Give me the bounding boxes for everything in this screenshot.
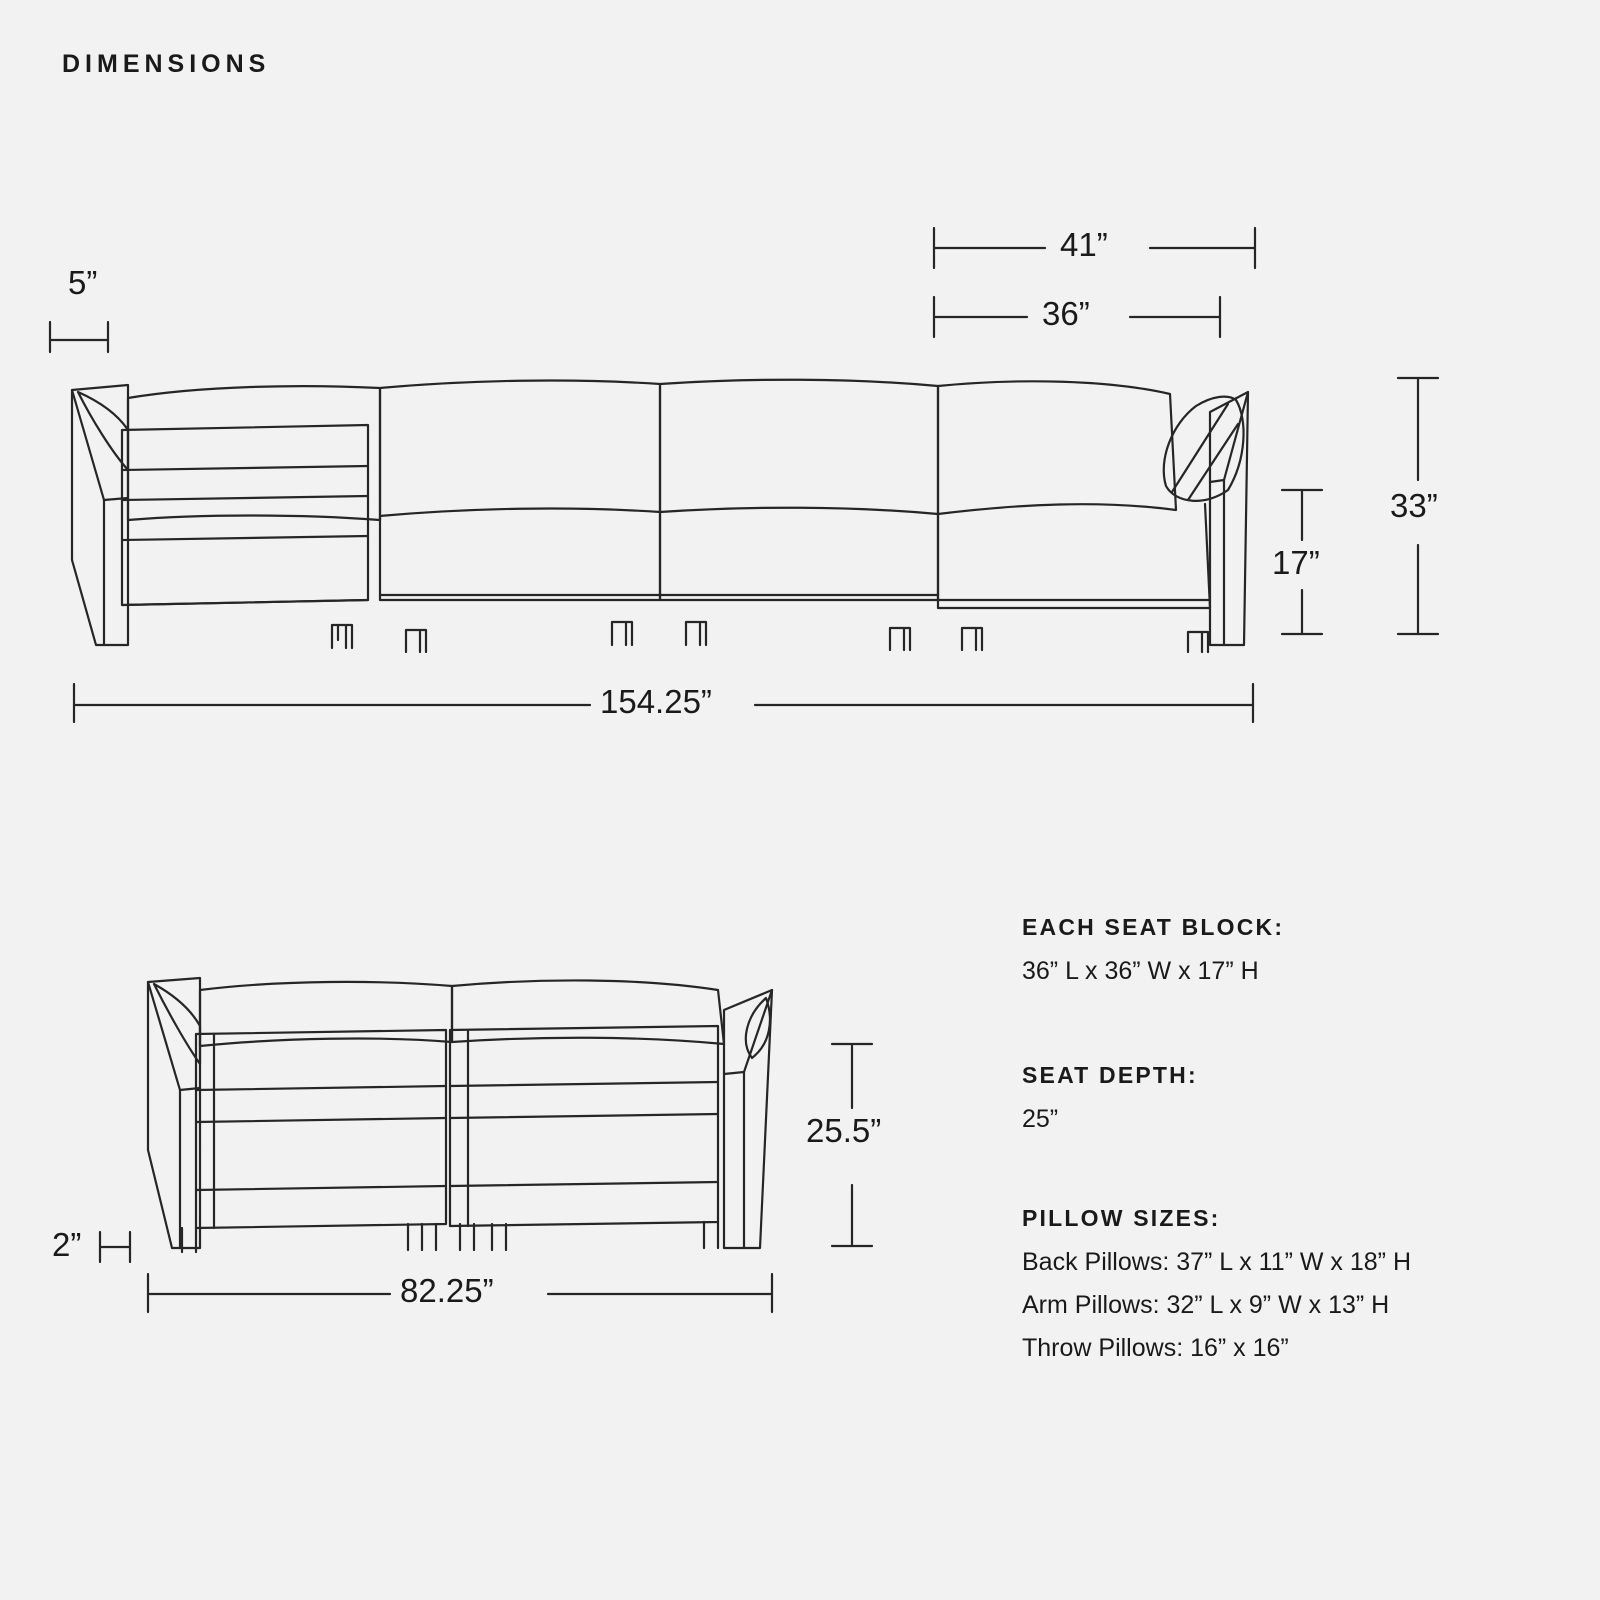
spec-line: Back Pillows: 37” L x 11” W x 18” H [1022, 1248, 1412, 1276]
spec-line: Arm Pillows: 32” L x 9” W x 13” H [1022, 1291, 1390, 1319]
spec-heading: PILLOW SIZES: [1022, 1205, 1221, 1231]
spec-line: Throw Pillows: 16” x 16” [1022, 1334, 1289, 1362]
spec-each-seat-block [1022, 914, 1284, 1000]
dim-label-overall-width: 154.25” [600, 683, 712, 720]
dim-label-overall-height: 33” [1390, 487, 1438, 524]
front-dim-lines [50, 228, 1438, 722]
page-title: DIMENSIONS [62, 50, 271, 78]
dim-label-module-seat: 36” [1042, 295, 1090, 332]
side-view-sofa [148, 978, 772, 1252]
dim-label-module-outer: 41” [1060, 226, 1108, 263]
dim-label-back-height: 25.5” [806, 1112, 882, 1149]
spec-heading: EACH SEAT BLOCK: [1022, 914, 1285, 940]
dim-label-arm-width: 5” [68, 264, 98, 301]
spec-pillow-sizes [1022, 1205, 1411, 1377]
spec-line: 36” L x 36” W x 17” H [1022, 957, 1259, 985]
front-view-sofa [72, 380, 1248, 652]
spec-heading: SEAT DEPTH: [1022, 1062, 1198, 1088]
dim-label-depth: 82.25” [400, 1272, 494, 1309]
spec-seat-depth [1022, 1062, 1198, 1148]
dim-label-seat-height: 17” [1272, 544, 1320, 581]
spec-line: 25” [1022, 1105, 1059, 1133]
dim-label-leg-height: 2” [52, 1226, 82, 1263]
